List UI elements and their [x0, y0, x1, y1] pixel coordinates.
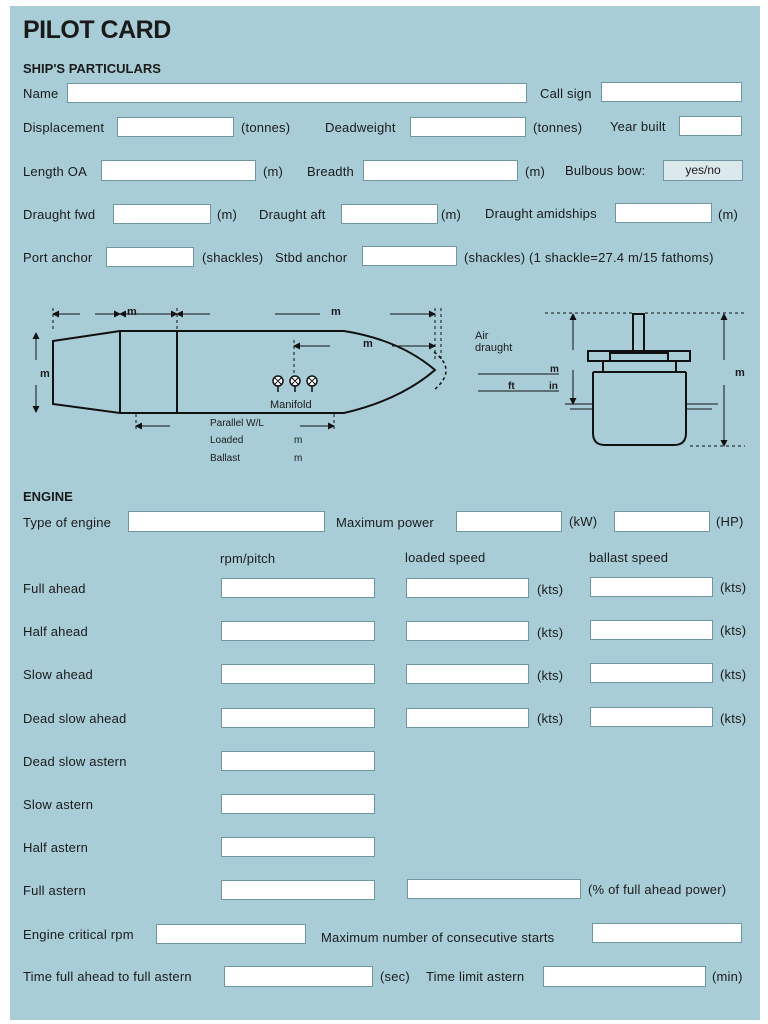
draught-amidships-unit: (m): [718, 207, 739, 222]
name-label: Name: [23, 86, 59, 101]
hull-side-view: [53, 331, 435, 413]
dead-slow-ahead-rpm-field[interactable]: [221, 708, 375, 728]
draught-aft-label: Draught aft: [259, 207, 326, 222]
bulbous-bow-label: Bulbous bow:: [565, 163, 646, 178]
row-label-slow-astern: Slow astern: [23, 797, 94, 812]
max-power-hp-field[interactable]: [614, 511, 710, 532]
port-anchor-unit: (shackles): [202, 250, 264, 265]
row-label-half-ahead: Half ahead: [23, 624, 88, 639]
manifold-label: Manifold: [270, 399, 312, 411]
kts-unit: (kts): [537, 625, 564, 640]
time-full-ahead-astern-field[interactable]: [224, 966, 373, 987]
deadweight-unit: (tonnes): [533, 120, 583, 135]
draught-fwd-label: Draught fwd: [23, 207, 96, 222]
bulb-outline: [434, 352, 446, 390]
dim-label-m-3: m: [363, 338, 373, 350]
air-draught-in-unit: in: [549, 381, 558, 392]
dim-label-m-2: m: [331, 306, 341, 318]
engine-heading: ENGINE: [23, 489, 73, 504]
displacement-unit: (tonnes): [241, 120, 291, 135]
page-title: PILOT CARD: [23, 16, 171, 44]
displacement-label: Displacement: [23, 120, 105, 135]
max-power-kw-field[interactable]: [456, 511, 562, 532]
kts-unit: (kts): [720, 623, 747, 638]
type-of-engine-field[interactable]: [128, 511, 325, 532]
min-unit: (min): [712, 969, 743, 984]
length-unit: (m): [263, 164, 284, 179]
max-consecutive-starts-field[interactable]: [592, 923, 742, 943]
dead-slow-astern-rpm-field[interactable]: [221, 751, 375, 771]
kw-unit: (kW): [569, 514, 598, 529]
row-label-dead-slow-astern: Dead slow astern: [23, 754, 127, 769]
pct-full-ahead-label: (% of full ahead power): [588, 882, 727, 897]
dim-label-m-4: m: [40, 368, 50, 380]
kts-unit: (kts): [720, 580, 747, 595]
loaded-label: Loaded: [210, 435, 244, 446]
engine-critical-rpm-label: Engine critical rpm: [23, 927, 134, 942]
ships-particulars-heading: SHIP'S PARTICULARS: [23, 61, 161, 76]
manifold-valves: [273, 376, 317, 392]
slow-ahead-ballast-field[interactable]: [590, 663, 713, 683]
breadth-unit: (m): [525, 164, 546, 179]
hp-unit: (HP): [716, 514, 744, 529]
waterline-marks: [565, 404, 718, 409]
full-astern-rpm-field[interactable]: [221, 880, 375, 900]
length-oa-label: Length OA: [23, 164, 87, 179]
ballast-unit: m: [294, 453, 303, 464]
draught-amidships-label: Draught amidships: [485, 206, 597, 221]
max-consecutive-starts-label: Maximum number of consecutive starts: [321, 930, 555, 945]
full-ahead-ballast-field[interactable]: [590, 577, 713, 597]
row-label-full-ahead: Full ahead: [23, 581, 86, 596]
draught-fwd-unit: (m): [217, 207, 238, 222]
time-limit-astern-field[interactable]: [543, 966, 706, 987]
air-draught-m-unit: m: [550, 364, 559, 375]
bulbous-bow-toggle[interactable]: yes/no: [663, 160, 743, 181]
half-astern-rpm-field[interactable]: [221, 837, 375, 857]
row-label-full-astern: Full astern: [23, 883, 86, 898]
section-height-m-unit: m: [735, 367, 745, 379]
dim-label-m-1: m: [127, 306, 137, 318]
hull-cross-section: [588, 314, 690, 445]
engine-critical-rpm-field[interactable]: [156, 924, 306, 944]
col-ballast-speed: ballast speed: [589, 550, 669, 565]
slow-ahead-loaded-field[interactable]: [406, 664, 529, 684]
full-astern-power-pct-field[interactable]: [407, 879, 581, 899]
dead-slow-ahead-ballast-field[interactable]: [590, 707, 713, 727]
parallel-wl-label: Parallel W/L: [210, 418, 264, 429]
loaded-unit: m: [294, 435, 303, 446]
dead-slow-ahead-loaded-field[interactable]: [406, 708, 529, 728]
deadweight-label: Deadweight: [325, 120, 396, 135]
time-limit-astern-label: Time limit astern: [426, 969, 525, 984]
type-of-engine-label: Type of engine: [23, 515, 112, 530]
kts-unit: (kts): [537, 668, 564, 683]
full-ahead-loaded-field[interactable]: [406, 578, 529, 598]
row-label-half-astern: Half astern: [23, 840, 89, 855]
stbd-anchor-label: Stbd anchor: [275, 250, 348, 265]
half-ahead-ballast-field[interactable]: [590, 620, 713, 640]
call-sign-label: Call sign: [540, 86, 592, 101]
col-rpm-pitch: rpm/pitch: [220, 551, 276, 566]
port-anchor-label: Port anchor: [23, 250, 93, 265]
slow-astern-rpm-field[interactable]: [221, 794, 375, 814]
maximum-power-label: Maximum power: [336, 515, 434, 530]
col-loaded-speed: loaded speed: [405, 550, 486, 565]
air-draught-ft-unit: ft: [508, 381, 515, 392]
draught-aft-unit: (m): [441, 207, 462, 222]
slow-ahead-rpm-field[interactable]: [221, 664, 375, 684]
kts-unit: (kts): [720, 667, 747, 682]
air-draught-label: Air draught: [475, 330, 513, 354]
breadth-label: Breadth: [307, 164, 354, 179]
half-ahead-rpm-field[interactable]: [221, 621, 375, 641]
kts-unit: (kts): [537, 711, 564, 726]
year-built-label: Year built: [610, 119, 666, 134]
kts-unit: (kts): [720, 711, 747, 726]
half-ahead-loaded-field[interactable]: [406, 621, 529, 641]
full-ahead-rpm-field[interactable]: [221, 578, 375, 598]
shackle-note: (shackles) (1 shackle=27.4 m/15 fathoms): [464, 250, 714, 265]
ballast-label: Ballast: [210, 453, 241, 464]
row-label-slow-ahead: Slow ahead: [23, 667, 93, 682]
kts-unit: (kts): [537, 582, 564, 597]
sec-unit: (sec): [380, 969, 410, 984]
ship-diagram: [0, 0, 768, 480]
row-label-dead-slow-ahead: Dead slow ahead: [23, 711, 127, 726]
time-full-ahead-astern-label: Time full ahead to full astern: [23, 969, 192, 984]
